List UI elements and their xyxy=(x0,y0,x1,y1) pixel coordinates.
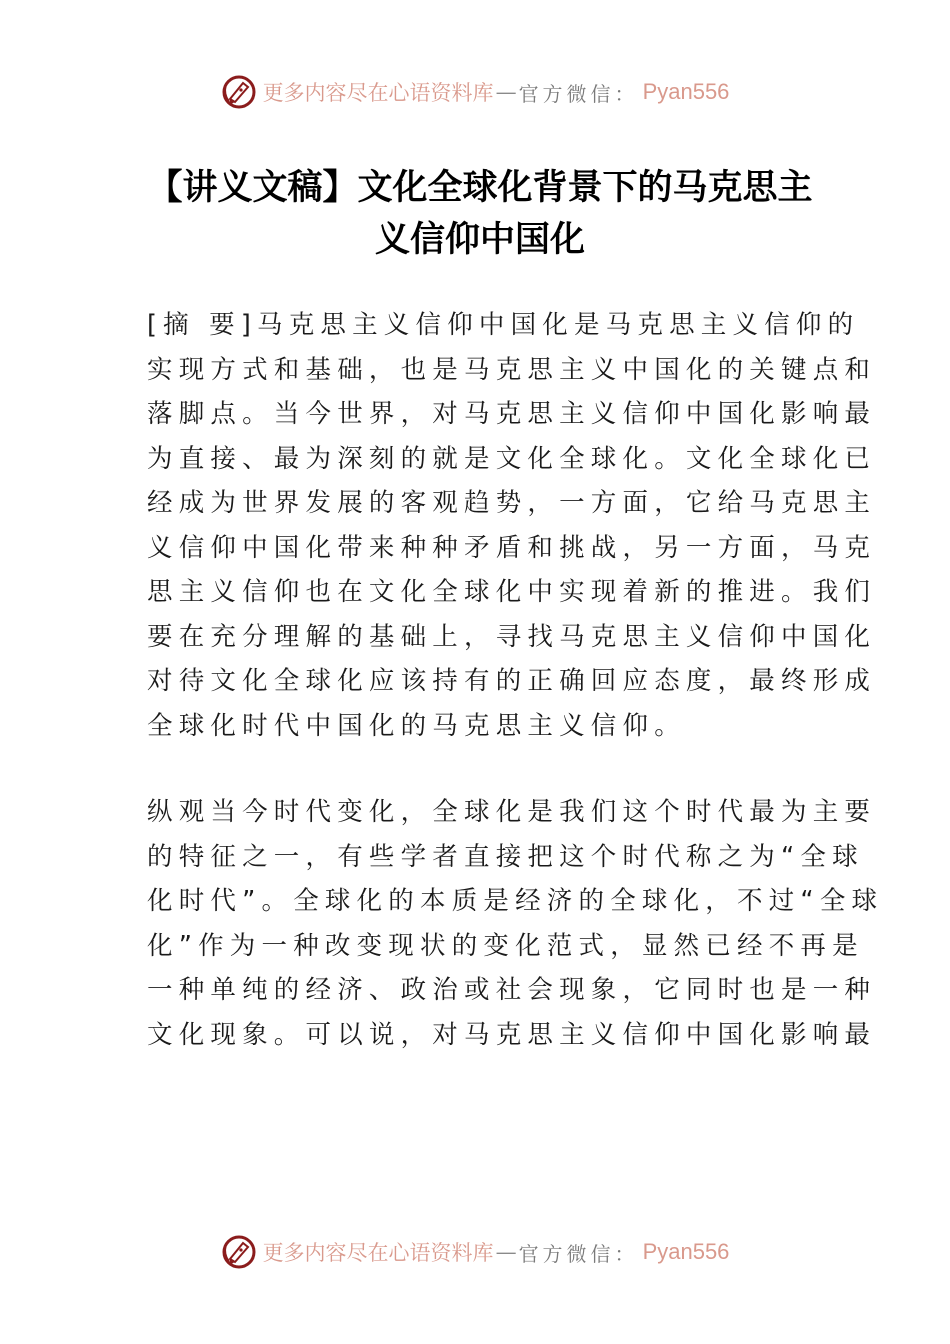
watermark-dash: — xyxy=(495,80,517,104)
watermark-main-text: 更多内容尽在心语资料库 xyxy=(262,1241,494,1265)
document-title xyxy=(140,162,820,266)
text-line: 化”作为一种改变现状的变化范式，显然已经不再是 xyxy=(147,930,864,961)
pen-nib-circle-icon xyxy=(221,1234,257,1270)
watermark-main-text: 更多内容尽在心语资料库 xyxy=(262,81,494,105)
text-line: 义信仰中国化带来种种矛盾和挑战，另一方面，马克 xyxy=(147,532,877,563)
text-line: 经成为世界发展的客观趋势，一方面，它给马克思主 xyxy=(147,488,877,518)
pen-nib-circle-icon xyxy=(221,74,257,110)
text-line: 的特征之一，有些学者直接把这个时代称之为“全球 xyxy=(147,841,864,872)
title-line: 义信仰中国化 xyxy=(374,220,585,260)
text-line: 落脚点。当今世界，对马克思主义信仰中国化影响最 xyxy=(147,399,877,429)
text-line: 为直接、最为深刻的就是文化全球化。文化全球化已 xyxy=(147,443,877,474)
text-line: 对待文化全球化应该持有的正确回应态度，最终形成 xyxy=(147,666,877,696)
watermark-label: 官方微信： xyxy=(518,1241,639,1266)
text-line: 思主义信仰也在文化全球化中实现着新的推进。我们 xyxy=(147,577,877,607)
text-line: [摘 要]马克思主义信仰中国化是马克思主义信仰的 xyxy=(147,310,860,340)
title-line: 【讲义文稿】文化全球化背景下的马克思主 xyxy=(147,168,813,208)
watermark-wechat-id: Pyan556 xyxy=(642,79,730,104)
watermark-wechat-id: Pyan556 xyxy=(642,1239,730,1264)
header-watermark xyxy=(0,70,950,114)
text-line: 要在充分理解的基础上，寻找马克思主义信仰中国化 xyxy=(147,621,877,652)
watermark-dash: — xyxy=(495,1240,517,1264)
text-line: 一种单纯的经济、政治或社会现象，它同时也是一种 xyxy=(147,975,877,1005)
text-line: 实现方式和基础，也是马克思主义中国化的关键点和 xyxy=(147,354,877,385)
text-line: 文化现象。可以说，对马克思主义信仰中国化影响最 xyxy=(147,1019,877,1050)
footer-watermark xyxy=(0,1230,950,1274)
text-line: 化时代”。全球化的本质是经济的全球化，不过“全球 xyxy=(147,886,884,916)
body-paragraph xyxy=(147,790,884,1057)
abstract-paragraph xyxy=(147,303,877,748)
text-line: 纵观当今时代变化，全球化是我们这个时代最为主要 xyxy=(147,797,877,827)
text-line: 全球化时代中国化的马克思主义信仰。 xyxy=(147,710,686,741)
watermark-label: 官方微信： xyxy=(518,81,639,106)
